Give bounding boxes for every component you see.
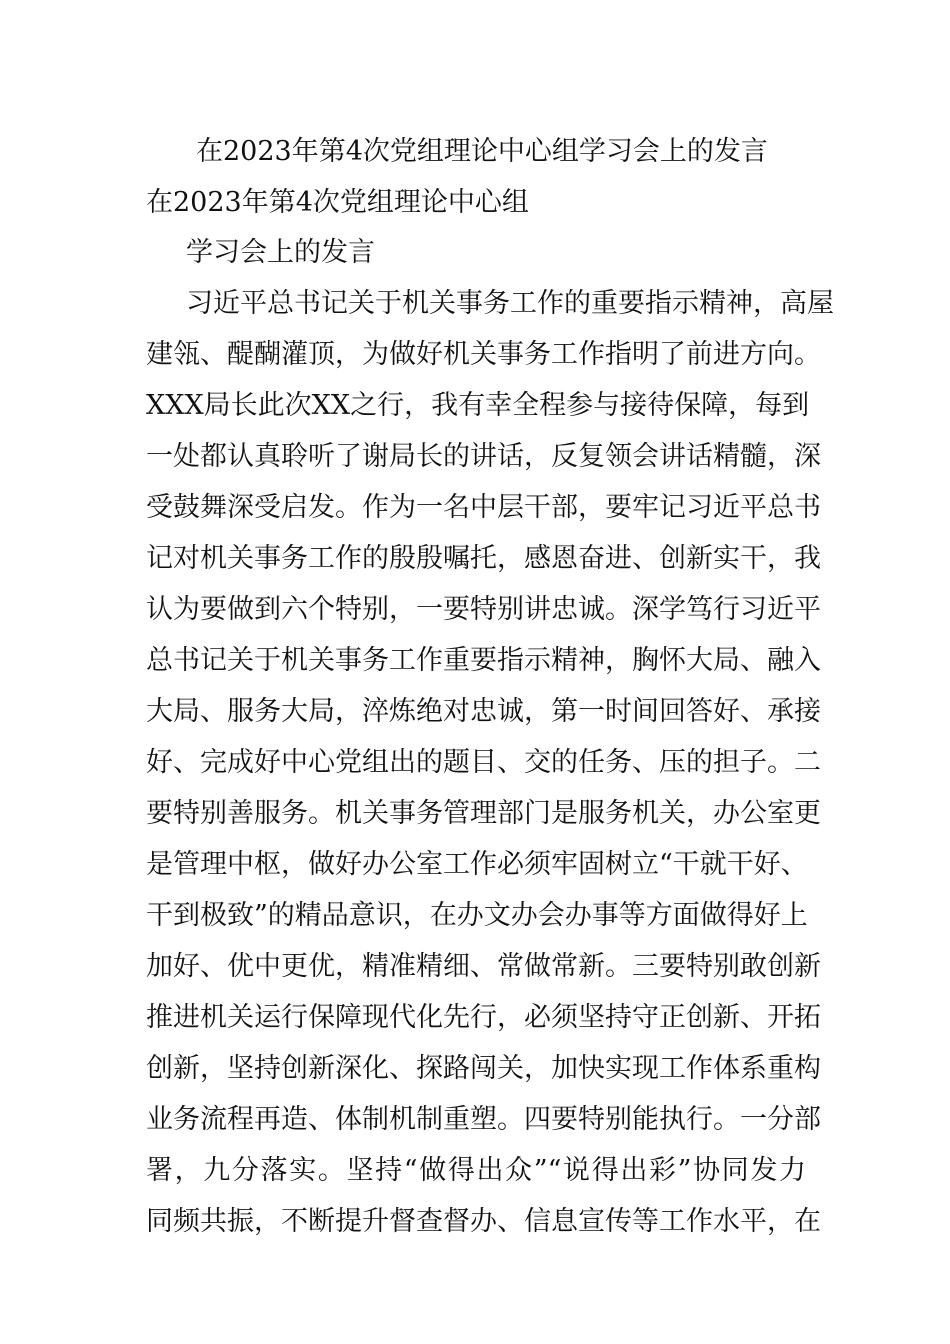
document-title: 在2023年第4次党组理论中心组学习会上的发言 bbox=[196, 136, 768, 167]
body-line: 加好、优中更优，精准精细、常做常新。三要特别敢创新 bbox=[146, 951, 821, 982]
body-line: 习近平总书记关于机关事务工作的重要指示精神，高屋 bbox=[186, 288, 834, 319]
body-line: 创新，坚持创新深化、探路闯关，加快实现工作体系重构 bbox=[146, 1053, 821, 1084]
body-line: 记对机关事务工作的殷殷嘱托，感恩奋进、创新实干，我 bbox=[146, 543, 821, 574]
body-line: 署，九分落实。坚持“做得出众”“说得出彩”协同发力 bbox=[146, 1155, 806, 1186]
body-line: 业务流程再造、体制机制重塑。四要特别能执行。一分部 bbox=[146, 1104, 821, 1135]
body-line: 认为要做到六个特别，一要特别讲忠诚。深学笃行习近平 bbox=[146, 594, 821, 625]
body-line: 好、完成好中心党组出的题目、交的任务、压的担子。二 bbox=[146, 747, 821, 778]
body-line: 建瓴、醍醐灌顶，为做好机关事务工作指明了前进方向。 bbox=[146, 339, 821, 370]
body-line: 干到极致”的精品意识，在办文办会办事等方面做得好上 bbox=[146, 900, 808, 931]
body-line: 总书记关于机关事务工作重要指示精神，胸怀大局、融入 bbox=[146, 645, 821, 676]
body-line: 一处都认真聆听了谢局长的讲话，反复领会讲话精髓，深 bbox=[146, 441, 821, 472]
body-line: 大局、服务大局，淬炼绝对忠诚，第一时间回答好、承接 bbox=[146, 696, 821, 727]
heading-line-1: 在2023年第4次党组理论中心组 bbox=[146, 187, 529, 218]
heading-line-2: 学习会上的发言 bbox=[186, 237, 375, 268]
body-line: 要特别善服务。机关事务管理部门是服务机关，办公室更 bbox=[146, 798, 821, 829]
body-line: 受鼓舞深受启发。作为一名中层干部，要牢记习近平总书 bbox=[146, 492, 821, 523]
body-line: 同频共振，不断提升督查督办、信息宣传等工作水平，在 bbox=[146, 1206, 821, 1237]
body-line: XXX局长此次XX之行，我有幸全程参与接待保障，每到 bbox=[146, 390, 810, 421]
body-line: 推进机关运行保障现代化先行，必须坚持守正创新、开拓 bbox=[146, 1002, 821, 1033]
body-line: 是管理中枢，做好办公室工作必须牢固树立“干就干好、 bbox=[146, 849, 808, 880]
